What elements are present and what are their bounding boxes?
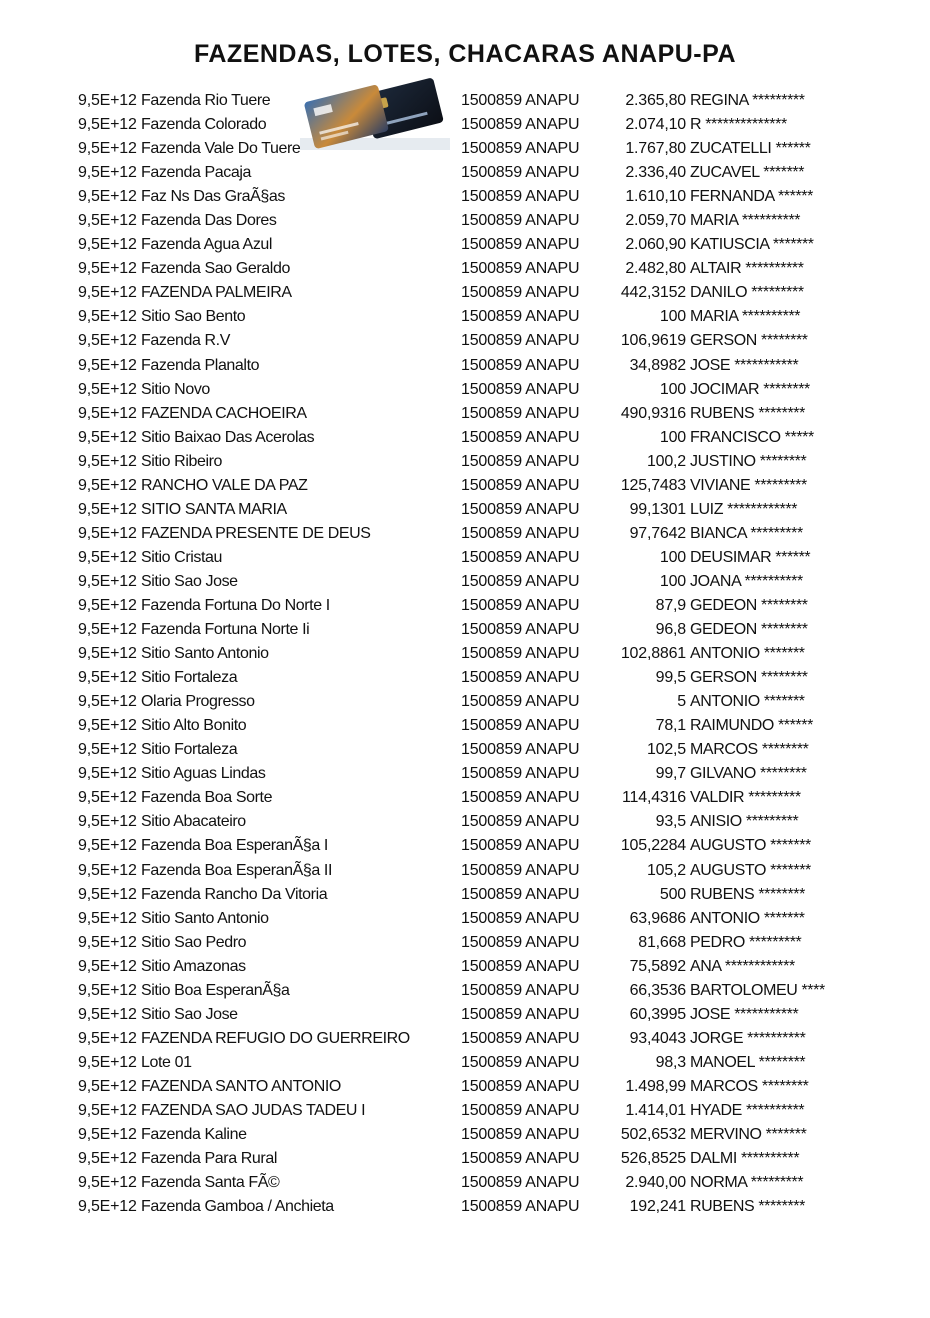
row-area: 1.414,01	[625, 1101, 686, 1119]
row-municipality: 1500859 ANAPU	[461, 909, 580, 927]
table-row	[0, 1075, 930, 1099]
row-municipality: 1500859 ANAPU	[461, 789, 580, 807]
row-code: 9,5E+12	[78, 548, 137, 566]
row-municipality: 1500859 ANAPU	[461, 524, 580, 542]
row-municipality: 1500859 ANAPU	[461, 548, 580, 566]
row-property-name: Sitio Sao Pedro	[141, 933, 247, 951]
row-municipality: 1500859 ANAPU	[461, 188, 580, 206]
row-code: 9,5E+12	[78, 356, 137, 374]
row-code: 9,5E+12	[78, 669, 137, 687]
row-municipality: 1500859 ANAPU	[461, 236, 580, 254]
row-code: 9,5E+12	[78, 1174, 137, 1192]
row-area: 2.074,10	[625, 116, 686, 134]
row-property-name: Fazenda Boa EsperanÃ§a I	[141, 837, 328, 855]
row-owner: PEDRO *********	[690, 933, 802, 951]
row-property-name: Sitio Novo	[141, 380, 210, 398]
row-owner: GERSON ********	[690, 669, 808, 687]
row-owner: DEUSIMAR ******	[690, 548, 811, 566]
table-row	[0, 1195, 930, 1219]
row-municipality: 1500859 ANAPU	[461, 693, 580, 711]
row-property-name: FAZENDA SANTO ANTONIO	[141, 1077, 341, 1095]
row-property-name: Fazenda Colorado	[141, 116, 267, 134]
row-code: 9,5E+12	[78, 92, 137, 109]
row-owner: ANTONIO *******	[690, 693, 805, 711]
row-property-name: Sitio Aguas Lindas	[141, 765, 266, 783]
table-row	[0, 137, 930, 161]
row-area: 490,9316	[620, 404, 686, 422]
row-property-name: Fazenda Kaline	[141, 1126, 247, 1144]
row-area: 99,1301	[629, 500, 686, 518]
row-municipality: 1500859 ANAPU	[461, 92, 580, 109]
row-area: 100	[659, 572, 686, 590]
row-property-name: Fazenda Boa Sorte	[141, 789, 273, 807]
row-property-name: Sitio Abacateiro	[141, 813, 246, 831]
table-row	[0, 859, 930, 883]
table-row	[0, 594, 930, 618]
row-owner: NORMA *********	[690, 1174, 804, 1192]
table-row	[0, 185, 930, 209]
row-area: 99,5	[655, 669, 686, 687]
table-row	[0, 450, 930, 474]
row-property-name: Sitio Cristau	[141, 548, 223, 566]
row-code: 9,5E+12	[78, 717, 137, 735]
row-property-name: Fazenda Rancho Da Vitoria	[141, 885, 328, 903]
row-area: 5	[677, 693, 686, 711]
table-row	[0, 329, 930, 353]
row-area: 1.498,99	[625, 1077, 686, 1095]
row-area: 34,8982	[629, 356, 686, 374]
row-municipality: 1500859 ANAPU	[461, 284, 580, 302]
property-list	[0, 89, 930, 1219]
row-code: 9,5E+12	[78, 1150, 137, 1168]
row-owner: JOCIMAR ********	[690, 380, 810, 398]
row-code: 9,5E+12	[78, 1029, 137, 1047]
row-municipality: 1500859 ANAPU	[461, 645, 580, 663]
row-owner: ALTAIR **********	[690, 260, 804, 278]
row-municipality: 1500859 ANAPU	[461, 813, 580, 831]
row-owner: HYADE **********	[690, 1101, 805, 1119]
row-property-name: RANCHO VALE DA PAZ	[141, 476, 308, 494]
row-area: 2.482,80	[625, 260, 686, 278]
row-property-name: FAZENDA PALMEIRA	[141, 284, 292, 302]
table-row	[0, 305, 930, 329]
row-property-name: Olaria Progresso	[141, 693, 255, 711]
row-owner: JOSE ***********	[690, 356, 799, 374]
row-code: 9,5E+12	[78, 524, 137, 542]
row-municipality: 1500859 ANAPU	[461, 116, 580, 134]
row-code: 9,5E+12	[78, 621, 137, 639]
row-municipality: 1500859 ANAPU	[461, 140, 580, 158]
row-property-name: Sitio Baixao Das Acerolas	[141, 428, 315, 446]
table-row	[0, 233, 930, 257]
row-municipality: 1500859 ANAPU	[461, 596, 580, 614]
row-owner: FRANCISCO *****	[690, 428, 814, 446]
row-owner: GERSON ********	[690, 332, 808, 350]
row-owner: FERNANDA ******	[690, 188, 813, 206]
table-row	[0, 1171, 930, 1195]
page-title: FAZENDAS, LOTES, CHACARAS ANAPU-PA	[193, 40, 736, 68]
row-area: 98,3	[655, 1053, 686, 1071]
row-code: 9,5E+12	[78, 188, 137, 206]
row-code: 9,5E+12	[78, 308, 137, 326]
row-area: 93,5	[655, 813, 686, 831]
row-code: 9,5E+12	[78, 1053, 137, 1071]
table-row	[0, 1027, 930, 1051]
row-code: 9,5E+12	[78, 789, 137, 807]
row-area: 100	[659, 428, 686, 446]
row-area: 2.365,80	[625, 92, 686, 109]
table-row	[0, 786, 930, 810]
table-row	[0, 955, 930, 979]
row-area: 75,5892	[629, 957, 686, 975]
row-area: 97,7642	[629, 524, 686, 542]
table-row	[0, 1003, 930, 1027]
row-area: 106,9619	[620, 332, 686, 350]
row-area: 100,2	[646, 452, 686, 470]
row-area: 2.060,90	[625, 236, 686, 254]
row-owner: VIVIANE *********	[690, 476, 807, 494]
row-municipality: 1500859 ANAPU	[461, 380, 580, 398]
row-municipality: 1500859 ANAPU	[461, 1005, 580, 1023]
row-owner: MARIA **********	[690, 308, 801, 326]
table-row	[0, 666, 930, 690]
table-row	[0, 474, 930, 498]
row-area: 500	[659, 885, 686, 903]
row-property-name: Fazenda Fortuna Norte Ii	[141, 621, 310, 639]
row-area: 442,3152	[620, 284, 686, 302]
row-area: 114,4316	[622, 789, 686, 807]
table-row	[0, 714, 930, 738]
row-property-name: Fazenda Vale Do Tuere	[141, 140, 301, 158]
row-municipality: 1500859 ANAPU	[461, 717, 580, 735]
row-municipality: 1500859 ANAPU	[461, 1126, 580, 1144]
row-code: 9,5E+12	[78, 476, 137, 494]
row-owner: DALMI **********	[690, 1150, 800, 1168]
row-property-name: Sitio Sao Jose	[141, 572, 238, 590]
row-owner: RUBENS ********	[690, 1198, 805, 1216]
row-owner: MARCOS ********	[690, 741, 809, 759]
row-property-name: Fazenda Para Rural	[141, 1150, 277, 1168]
row-property-name: Fazenda Agua Azul	[141, 236, 273, 254]
row-property-name: Fazenda Gamboa / Anchieta	[141, 1198, 334, 1216]
row-municipality: 1500859 ANAPU	[461, 476, 580, 494]
table-row	[0, 209, 930, 233]
row-area: 192,241	[629, 1198, 686, 1216]
row-municipality: 1500859 ANAPU	[461, 1029, 580, 1047]
row-code: 9,5E+12	[78, 116, 137, 134]
row-code: 9,5E+12	[78, 1077, 137, 1095]
row-property-name: Sitio Santo Antonio	[141, 909, 269, 927]
row-code: 9,5E+12	[78, 500, 137, 518]
row-municipality: 1500859 ANAPU	[461, 621, 580, 639]
row-property-name: FAZENDA PRESENTE DE DEUS	[141, 524, 371, 542]
row-area: 1.610,10	[625, 188, 686, 206]
row-property-name: FAZENDA REFUGIO DO GUERREIRO	[141, 1029, 410, 1047]
row-area: 63,9686	[629, 909, 686, 927]
row-code: 9,5E+12	[78, 212, 137, 230]
table-row	[0, 762, 930, 786]
row-owner: RAIMUNDO ******	[690, 717, 813, 735]
row-property-name: Fazenda R.V	[141, 332, 230, 350]
row-municipality: 1500859 ANAPU	[461, 356, 580, 374]
row-property-name: Fazenda Pacaja	[141, 164, 252, 182]
row-property-name: Sitio Santo Antonio	[141, 645, 269, 663]
table-row	[0, 979, 930, 1003]
row-code: 9,5E+12	[78, 885, 137, 903]
row-municipality: 1500859 ANAPU	[461, 1150, 580, 1168]
row-code: 9,5E+12	[78, 957, 137, 975]
row-area: 87,9	[655, 596, 686, 614]
row-area: 100	[659, 380, 686, 398]
row-owner: JOSE ***********	[690, 1005, 799, 1023]
table-row	[0, 1051, 930, 1075]
row-municipality: 1500859 ANAPU	[461, 1198, 580, 1216]
table-row	[0, 1099, 930, 1123]
row-code: 9,5E+12	[78, 284, 137, 302]
row-owner: R **************	[690, 116, 787, 134]
table-row	[0, 1147, 930, 1171]
row-code: 9,5E+12	[78, 813, 137, 831]
row-area: 78,1	[655, 717, 686, 735]
row-property-name: Faz Ns Das GraÃ§as	[141, 188, 285, 206]
table-row	[0, 738, 930, 762]
row-municipality: 1500859 ANAPU	[461, 572, 580, 590]
table-row	[0, 89, 930, 113]
row-area: 2.940,00	[625, 1174, 686, 1192]
table-row	[0, 522, 930, 546]
row-municipality: 1500859 ANAPU	[461, 981, 580, 999]
row-owner: GEDEON ********	[690, 596, 808, 614]
row-property-name: FAZENDA CACHOEIRA	[141, 404, 307, 422]
table-row	[0, 690, 930, 714]
table-row	[0, 498, 930, 522]
row-owner: RUBENS ********	[690, 404, 805, 422]
row-municipality: 1500859 ANAPU	[461, 837, 580, 855]
table-row	[0, 378, 930, 402]
row-owner: MERVINO *******	[690, 1126, 807, 1144]
row-code: 9,5E+12	[78, 981, 137, 999]
row-code: 9,5E+12	[78, 572, 137, 590]
row-owner: ZUCAVEL *******	[690, 164, 805, 182]
row-owner: AUGUSTO *******	[690, 861, 811, 879]
table-row	[0, 426, 930, 450]
table-row	[0, 161, 930, 185]
row-municipality: 1500859 ANAPU	[461, 1174, 580, 1192]
table-row	[0, 931, 930, 955]
row-code: 9,5E+12	[78, 765, 137, 783]
row-code: 9,5E+12	[78, 236, 137, 254]
row-owner: REGINA *********	[690, 92, 805, 109]
row-property-name: SITIO SANTA MARIA	[141, 500, 287, 518]
table-row	[0, 113, 930, 137]
row-code: 9,5E+12	[78, 645, 137, 663]
row-area: 93,4043	[629, 1029, 686, 1047]
row-owner: MARIA **********	[690, 212, 801, 230]
row-area: 100	[659, 308, 686, 326]
row-owner: MARCOS ********	[690, 1077, 809, 1095]
table-row	[0, 546, 930, 570]
row-code: 9,5E+12	[78, 260, 137, 278]
row-municipality: 1500859 ANAPU	[461, 669, 580, 687]
row-municipality: 1500859 ANAPU	[461, 500, 580, 518]
row-code: 9,5E+12	[78, 332, 137, 350]
row-municipality: 1500859 ANAPU	[461, 212, 580, 230]
row-owner: DANILO *********	[690, 284, 804, 302]
row-property-name: Fazenda Planalto	[141, 356, 260, 374]
row-municipality: 1500859 ANAPU	[461, 1053, 580, 1071]
row-property-name: Sitio Alto Bonito	[141, 717, 247, 735]
row-owner: ZUCATELLI ******	[690, 140, 811, 158]
row-owner: MANOEL ********	[690, 1053, 806, 1071]
row-code: 9,5E+12	[78, 140, 137, 158]
row-area: 1.767,80	[625, 140, 686, 158]
row-property-name: Lote 01	[141, 1053, 192, 1071]
row-municipality: 1500859 ANAPU	[461, 741, 580, 759]
row-municipality: 1500859 ANAPU	[461, 957, 580, 975]
table-row	[0, 570, 930, 594]
row-code: 9,5E+12	[78, 452, 137, 470]
row-owner: ANTONIO *******	[690, 645, 805, 663]
row-municipality: 1500859 ANAPU	[461, 164, 580, 182]
table-row	[0, 402, 930, 426]
row-owner: JUSTINO ********	[690, 452, 807, 470]
row-code: 9,5E+12	[78, 1005, 137, 1023]
table-row	[0, 907, 930, 931]
row-owner: ANTONIO *******	[690, 909, 805, 927]
row-code: 9,5E+12	[78, 933, 137, 951]
row-municipality: 1500859 ANAPU	[461, 1077, 580, 1095]
row-area: 60,3995	[629, 1005, 686, 1023]
row-owner: RUBENS ********	[690, 885, 805, 903]
row-area: 125,7483	[620, 476, 686, 494]
row-code: 9,5E+12	[78, 861, 137, 879]
row-area: 99,7	[655, 765, 686, 783]
row-owner: AUGUSTO *******	[690, 837, 811, 855]
row-municipality: 1500859 ANAPU	[461, 452, 580, 470]
row-property-name: Sitio Sao Jose	[141, 1005, 238, 1023]
row-code: 9,5E+12	[78, 380, 137, 398]
row-area: 105,2284	[620, 837, 686, 855]
row-area: 66,3536	[629, 981, 686, 999]
row-municipality: 1500859 ANAPU	[461, 404, 580, 422]
row-area: 526,8525	[620, 1150, 686, 1168]
row-property-name: Fazenda Fortuna Do Norte I	[141, 596, 330, 614]
row-code: 9,5E+12	[78, 837, 137, 855]
row-property-name: Sitio Amazonas	[141, 957, 246, 975]
row-owner: ANISIO *********	[690, 813, 799, 831]
table-row	[0, 883, 930, 907]
row-owner: JOANA **********	[690, 572, 803, 590]
table-row	[0, 257, 930, 281]
row-property-name: FAZENDA SAO JUDAS TADEU I	[141, 1101, 366, 1119]
row-property-name: Sitio Boa EsperanÃ§a	[141, 981, 290, 999]
row-municipality: 1500859 ANAPU	[461, 933, 580, 951]
row-property-name: Fazenda Santa FÃ©	[141, 1174, 280, 1192]
row-area: 102,8861	[620, 645, 686, 663]
row-property-name: Sitio Fortaleza	[141, 741, 238, 759]
row-owner: BARTOLOMEU ****	[690, 981, 825, 999]
table-row	[0, 618, 930, 642]
row-area: 2.059,70	[625, 212, 686, 230]
row-code: 9,5E+12	[78, 596, 137, 614]
row-municipality: 1500859 ANAPU	[461, 765, 580, 783]
row-property-name: Fazenda Sao Geraldo	[141, 260, 290, 278]
row-code: 9,5E+12	[78, 404, 137, 422]
row-municipality: 1500859 ANAPU	[461, 260, 580, 278]
row-code: 9,5E+12	[78, 428, 137, 446]
table-row	[0, 810, 930, 834]
row-area: 2.336,40	[625, 164, 686, 182]
row-owner: JORGE **********	[690, 1029, 806, 1047]
row-municipality: 1500859 ANAPU	[461, 861, 580, 879]
table-row	[0, 834, 930, 858]
row-property-name: Fazenda Das Dores	[141, 212, 277, 230]
row-owner: ANA ************	[690, 957, 795, 975]
table-row	[0, 1123, 930, 1147]
row-municipality: 1500859 ANAPU	[461, 428, 580, 446]
row-owner: GEDEON ********	[690, 621, 808, 639]
row-property-name: Sitio Sao Bento	[141, 308, 246, 326]
row-area: 81,668	[638, 933, 686, 951]
bank-cards-icon	[300, 78, 450, 158]
row-property-name: Fazenda Rio Tuere	[141, 92, 271, 109]
row-code: 9,5E+12	[78, 741, 137, 759]
row-municipality: 1500859 ANAPU	[461, 332, 580, 350]
row-area: 102,5	[646, 741, 686, 759]
row-code: 9,5E+12	[78, 164, 137, 182]
row-code: 9,5E+12	[78, 1126, 137, 1144]
row-property-name: Sitio Fortaleza	[141, 669, 238, 687]
row-owner: VALDIR *********	[690, 789, 801, 807]
table-row	[0, 354, 930, 378]
row-owner: BIANCA *********	[690, 524, 803, 542]
row-area: 100	[659, 548, 686, 566]
row-property-name: Sitio Ribeiro	[141, 452, 223, 470]
row-owner: LUIZ ************	[690, 500, 798, 518]
row-code: 9,5E+12	[78, 909, 137, 927]
table-row	[0, 642, 930, 666]
row-municipality: 1500859 ANAPU	[461, 1101, 580, 1119]
row-municipality: 1500859 ANAPU	[461, 885, 580, 903]
table-row	[0, 281, 930, 305]
row-owner: GILVANO ********	[690, 765, 807, 783]
row-area: 96,8	[655, 621, 686, 639]
row-code: 9,5E+12	[78, 1198, 137, 1216]
row-code: 9,5E+12	[78, 693, 137, 711]
row-area: 502,6532	[620, 1126, 686, 1144]
row-property-name: Fazenda Boa EsperanÃ§a II	[141, 861, 333, 879]
row-owner: KATIUSCIA *******	[690, 236, 814, 254]
row-code: 9,5E+12	[78, 1101, 137, 1119]
row-area: 105,2	[646, 861, 686, 879]
row-municipality: 1500859 ANAPU	[461, 308, 580, 326]
